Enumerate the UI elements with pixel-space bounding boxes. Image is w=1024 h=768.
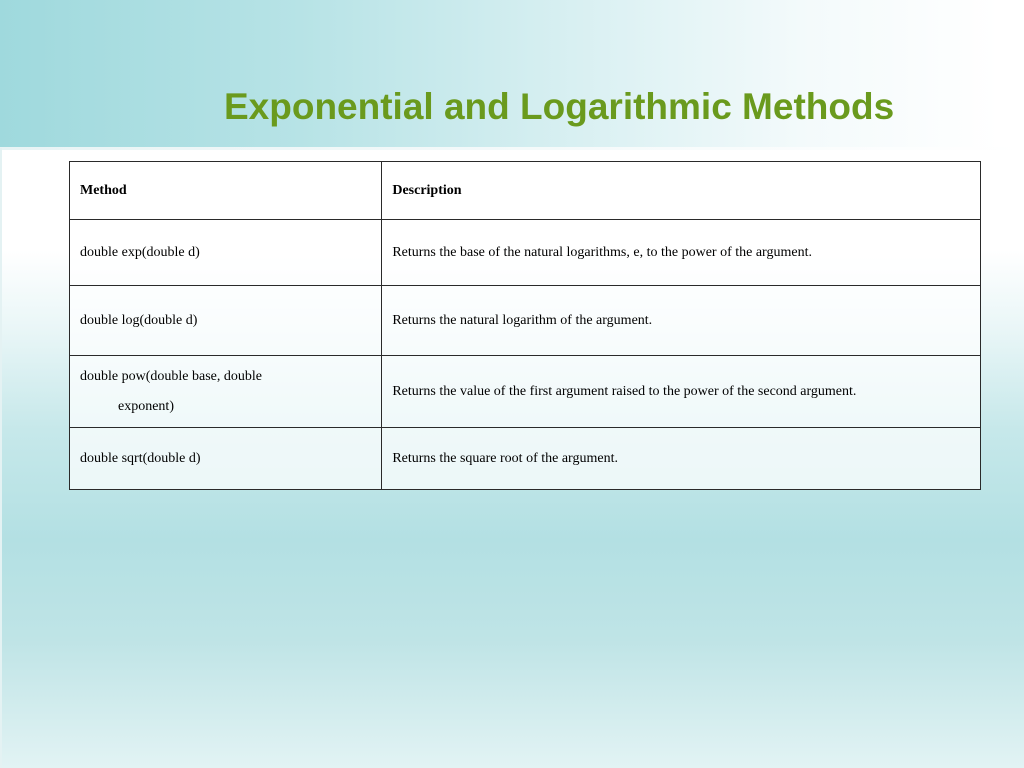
method-signature-continuation: exponent): [118, 398, 174, 414]
method-cell: [70, 286, 382, 356]
method-signature: double pow(double base, double: [80, 368, 262, 384]
method-signature: double exp(double d): [80, 244, 200, 260]
method-signature: double sqrt(double d): [80, 450, 201, 466]
methods-table: [69, 161, 981, 490]
method-signature: double log(double d): [80, 312, 198, 328]
table-row: [70, 220, 981, 286]
description-cell: Returns the natural logarithm of the argument.: [382, 286, 981, 356]
slide-title: Exponential and Logarithmic Methods: [224, 86, 895, 127]
table-header-row: [70, 162, 981, 220]
method-column-header: Method: [70, 162, 382, 220]
table-row: [70, 356, 981, 428]
header-divider: [0, 147, 1024, 150]
left-edge-accent: [0, 148, 2, 768]
description-cell: Returns the value of the first argument raised to the power of the second argument.: [382, 356, 981, 428]
method-cell: [70, 356, 382, 428]
method-cell: [70, 220, 382, 286]
description-cell: Returns the square root of the argument.: [382, 428, 981, 490]
table-row: [70, 286, 981, 356]
description-cell: Returns the base of the natural logarithms, e, to the power of the argument.: [382, 220, 981, 286]
method-cell: [70, 428, 382, 490]
description-column-header: Description: [382, 162, 981, 220]
table-row: [70, 428, 981, 490]
